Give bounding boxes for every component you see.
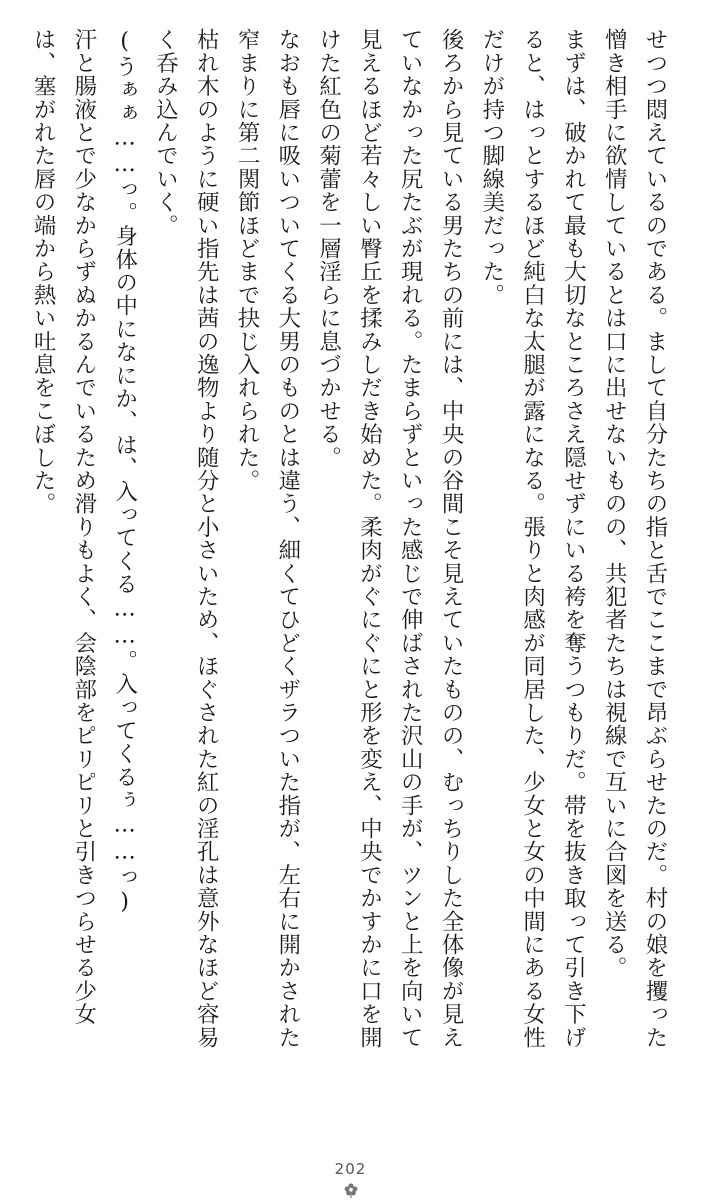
paragraph-7: 汗と腸液とで少なからずぬかるんでいるため滑りもよく、会陰部をピリピリと引きつらせる少女は、塞がれた唇の端から熱い吐息をこぼした。 <box>30 28 97 1026</box>
paragraph-2: まずは、破かれて最も大切なところさえ隠せずにいる袴を奪うつもりだ。帯を抜き取って引き下げると、はっとするほど純白な太腿が露になる。張りと肉感が同居した、少女と女の中間にある女性だけが持つ脚線美だった。 <box>478 28 587 1049</box>
paragraph-1: せつつ悶えているのである。まして自分たちの指と舌でここまで昂ぶらせたのだ。村の娘を攫った憎き相手に欲情しているとは口に出せないものの、共犯者たちは視線で互いに合図を送る。 <box>601 28 668 1049</box>
body-text <box>15 28 675 1068</box>
paragraph-3: 後ろから見ている男たちの前には、中央の谷間こそ見えていたものの、むっちりした全体像が見えていなかった尻たぶが現れる。たまらずといった感じで伸ばされた沢山の手が、ツンと上を向いて見えるほど若々しい臀丘を揉みしだき始めた。柔肉がぐにぐにと形を変え、中央でかすかに口を開けた紅色の菊蕾を一層淫らに息づかせる。 <box>315 28 465 1049</box>
paragraph-4: なおも唇に吸いついてくる大男のものとは違う、細くてひどくザラついた指が、左右に開かされた窄まりに第二関節ほどまで抉じ入れられた。 <box>234 28 301 1049</box>
paragraph-6: (うぁぁ……っ。身体の中になにか、は、入ってくる……。入ってくるぅ……っ) <box>111 28 138 916</box>
page-number: 202 <box>334 1160 367 1178</box>
paragraph-5: 枯れ木のように硬い指先は茜の逸物より随分と小さいため、ほぐされた紅の淫孔は意外なほど容易く呑み込んでいく。 <box>152 28 220 1049</box>
flower-ornament-icon <box>343 1182 359 1198</box>
